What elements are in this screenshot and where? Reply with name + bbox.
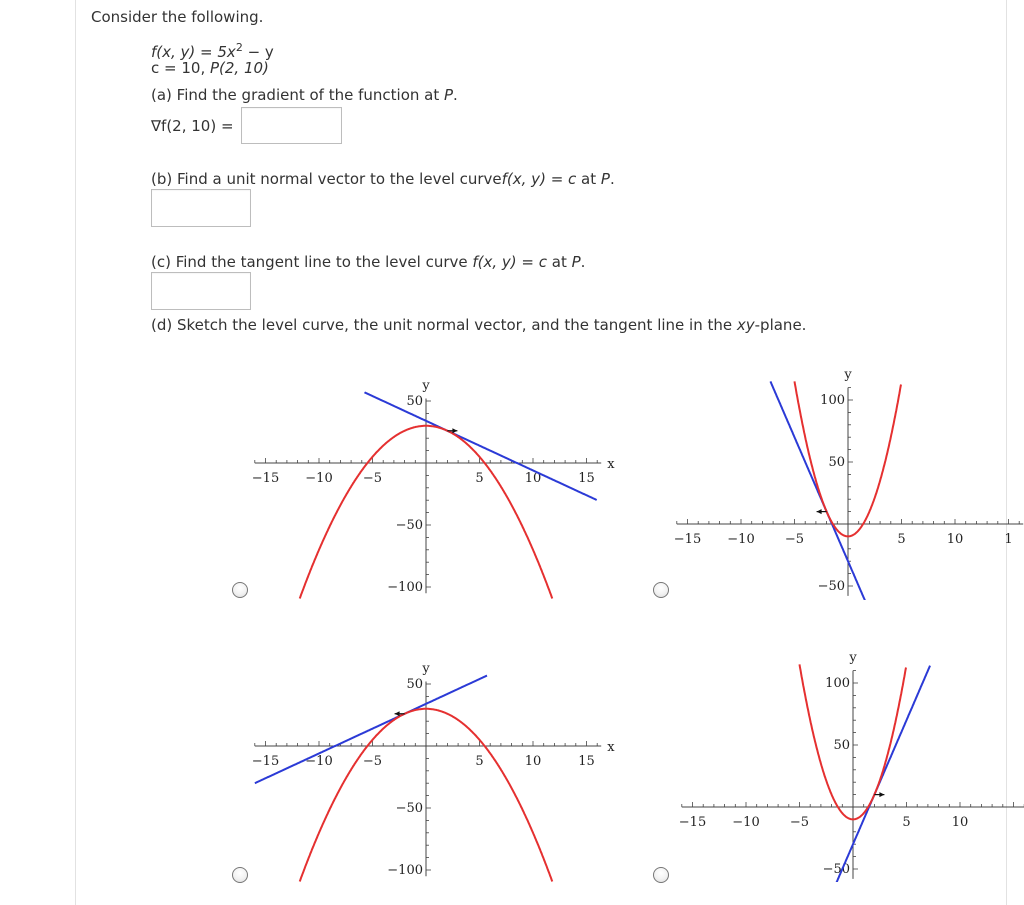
x-tick-label: 10 [524, 471, 542, 486]
y-axis-label: y [422, 661, 430, 677]
y-tick-label: 50 [828, 455, 845, 470]
part-b-mid: = [545, 170, 569, 188]
x-tick-label: 15 [578, 754, 595, 769]
part-b-suffix: at [576, 170, 601, 188]
intro-text: Consider the following. [91, 8, 264, 26]
part-a-point: P [444, 86, 454, 104]
x-tick-label: −10 [305, 754, 333, 769]
x-tick-label: −15 [678, 815, 707, 830]
normal-vector-head [879, 792, 884, 797]
part-d-plane: xy [736, 316, 755, 334]
part-b-c: c [568, 170, 577, 188]
function-lhs: f(x, y) = 5x [151, 43, 236, 61]
x-tick-label: −5 [362, 471, 383, 486]
part-b-point: P [600, 170, 610, 188]
part-c-mid: = [516, 253, 539, 271]
y-tick-label: −50 [822, 862, 850, 877]
part-d-suffix: -plane. [754, 316, 807, 334]
x-tick-label: 5 [475, 754, 484, 769]
y-tick-label: −100 [387, 863, 423, 878]
part-c-suffix: at [547, 253, 572, 271]
y-tick-label: −50 [395, 801, 423, 816]
part-b-end: . [609, 170, 615, 188]
gradient-label: ∇f(2, 10) = [151, 117, 234, 135]
x-tick-label: −10 [305, 471, 333, 486]
condition-c: c = 10, [151, 59, 210, 77]
part-c-fn: f(x, y) [472, 253, 517, 271]
x-tick-label: 10 [951, 815, 969, 830]
chart-group-2 [674, 368, 1023, 601]
part-c-c: c [538, 253, 548, 271]
tangent-line [770, 381, 865, 601]
x-tick-label: 5 [897, 532, 906, 547]
condition-point: P(2, 10) [209, 59, 269, 77]
x-tick-label: 10 [946, 532, 964, 547]
y-tick-label: 50 [406, 677, 423, 692]
x-tick-label: 15 [578, 471, 595, 486]
y-tick-label: −50 [817, 579, 845, 594]
y-tick-label: 50 [406, 394, 423, 409]
chart-group-3 [252, 662, 615, 882]
part-a-suffix: . [453, 86, 458, 104]
function-rhs: − y [242, 43, 274, 61]
x-tick-label: 10 [524, 754, 542, 769]
x-tick-label: 1 [1004, 532, 1013, 547]
part-b-fn: f(x, y) [501, 170, 546, 188]
y-axis-label: y [422, 378, 430, 394]
x-tick-label: −10 [732, 815, 760, 830]
part-b-prefix: (b) Find a unit normal vector to the level curve [151, 170, 502, 188]
x-tick-label: −15 [673, 532, 702, 547]
y-tick-label: 100 [820, 393, 845, 408]
part-c-end: . [580, 253, 586, 271]
x-tick-label: −15 [251, 754, 280, 769]
x-axis-label: x [607, 457, 615, 472]
x-tick-label: −5 [362, 754, 383, 769]
part-c-prefix: (c) Find the tangent line to the level curve [151, 253, 473, 271]
x-tick-label: −5 [784, 532, 805, 547]
y-tick-label: 50 [833, 738, 850, 753]
y-tick-label: −50 [395, 518, 423, 533]
x-axis-label: x [607, 740, 615, 755]
x-tick-label: −15 [251, 471, 280, 486]
normal-vector-head [395, 711, 400, 716]
y-axis-label: y [849, 650, 857, 666]
y-axis-label: y [844, 367, 852, 383]
y-tick-label: −100 [387, 580, 423, 595]
function-exponent: 2 [235, 41, 243, 54]
chart-group-4 [679, 651, 1024, 886]
normal-vector-head [452, 428, 457, 433]
x-tick-label: 5 [475, 471, 484, 486]
part-d-prefix: (d) Sketch the level curve, the unit normal vector, and the tangent line in the [151, 316, 737, 334]
part-a-prefix: (a) Find the gradient of the function at [151, 86, 444, 104]
normal-vector-head [817, 509, 822, 514]
chart-group-1 [252, 379, 615, 599]
tangent-line [835, 666, 930, 886]
x-tick-label: −10 [727, 532, 755, 547]
part-c-point: P [571, 253, 581, 271]
x-tick-label: −5 [789, 815, 810, 830]
y-tick-label: 100 [825, 676, 850, 691]
x-tick-label: 5 [902, 815, 911, 830]
